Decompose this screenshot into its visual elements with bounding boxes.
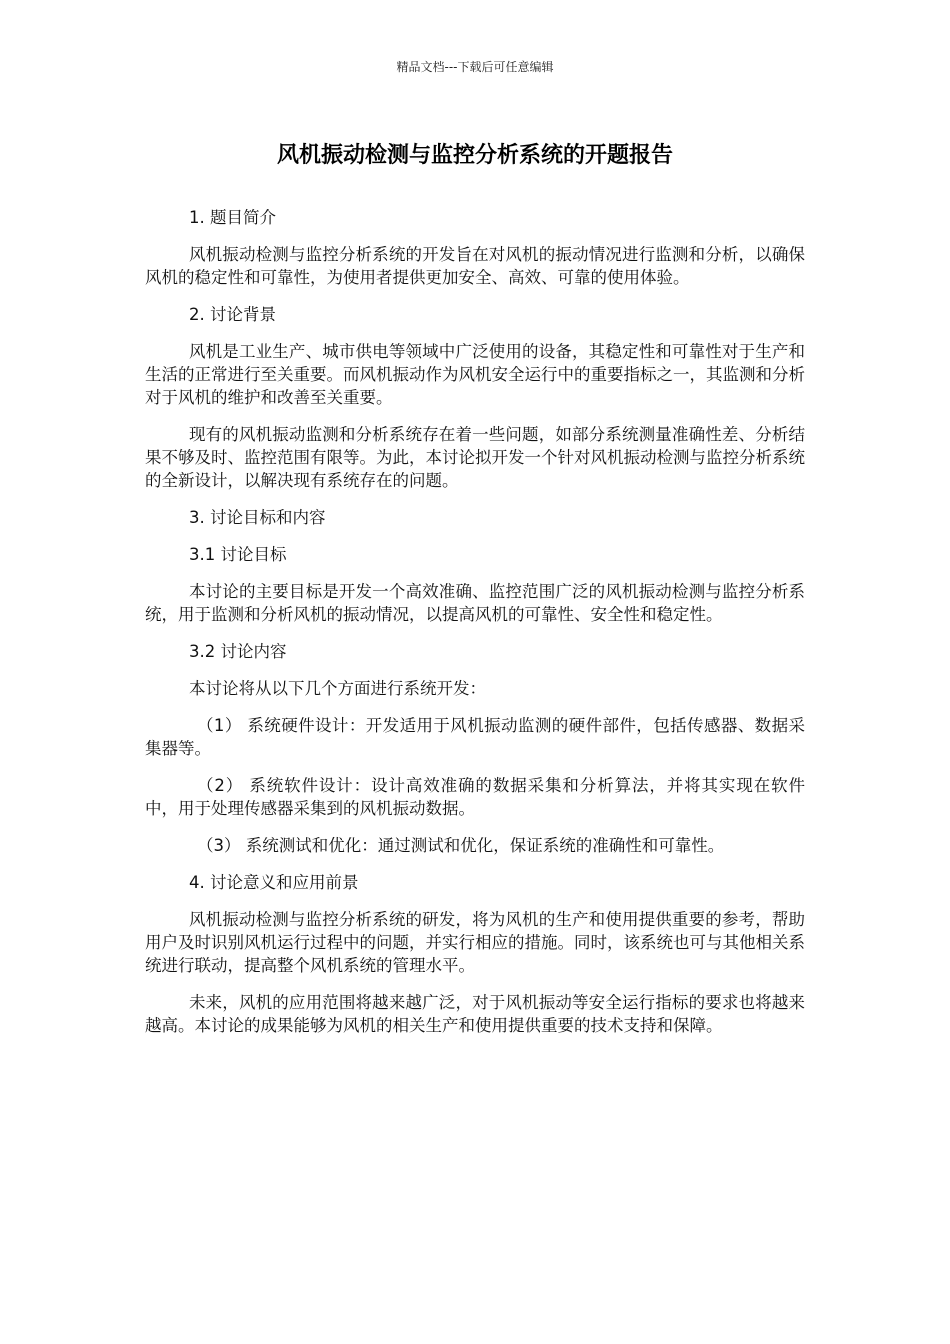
paragraph-significance-1: 风机振动检测与监控分析系统的研发，将为风机的生产和使用提供重要的参考，帮助用户及时识别风机运行过程中的问题，并实行相应的措施。同时，该系统也可与其他相关系统进行联动，提高整个风机系统的管理水平。: [145, 910, 805, 975]
list-item-testing: （3） 系统测试和优化：通过测试和优化，保证系统的准确性和可靠性。: [197, 836, 725, 855]
subsection-heading-3-2: 3.2 讨论内容: [189, 642, 287, 661]
paragraph-goal: 本讨论的主要目标是开发一个高效准确、监控范围广泛的风机振动检测与监控分析系统，用于监测和分析风机的振动情况，以提高风机的可靠性、安全性和稳定性。: [145, 582, 805, 624]
list-item-software: （2） 系统软件设计：设计高效准确的数据采集和分析算法，并将其实现在软件中，用于处理传感器采集到的风机振动数据。: [145, 776, 805, 818]
paragraph-background-2: 现有的风机振动监测和分析系统存在着一些问题，如部分系统测量准确性差、分析结果不够及时、监控范围有限等。为此，本讨论拟开发一个针对风机振动检测与监控分析系统的全新设计，以解决现有系统存在的问题。: [145, 425, 805, 490]
subsection-heading-3-1: 3.1 讨论目标: [189, 545, 287, 564]
document-title: 风机振动检测与监控分析系统的开题报告: [276, 143, 673, 168]
header-note: 精品文档---下载后可任意编辑: [396, 60, 554, 74]
section-heading-3: 3. 讨论目标和内容: [189, 508, 326, 527]
section-heading-1: 1. 题目简介: [189, 208, 276, 227]
section-heading-2: 2. 讨论背景: [189, 305, 276, 324]
list-item-hardware: （1） 系统硬件设计：开发适用于风机振动监测的硬件部件，包括传感器、数据采集器等。: [145, 716, 805, 758]
paragraph-background-1: 风机是工业生产、城市供电等领域中广泛使用的设备，其稳定性和可靠性对于生产和生活的正常进行至关重要。而风机振动作为风机安全运行中的重要指标之一，其监测和分析对于风机的维护和改善至关重要。: [145, 342, 805, 407]
paragraph-significance-2: 未来，风机的应用范围将越来越广泛，对于风机振动等安全运行指标的要求也将越来越高。本讨论的成果能够为风机的相关生产和使用提供重要的技术支持和保障。: [145, 993, 805, 1035]
paragraph-content-intro: 本讨论将从以下几个方面进行系统开发：: [189, 679, 486, 698]
document-body: [145, 206, 805, 1051]
paragraph-intro: 风机振动检测与监控分析系统的开发旨在对风机的振动情况进行监测和分析，以确保风机的稳定性和可靠性，为使用者提供更加安全、高效、可靠的使用体验。: [145, 245, 805, 287]
section-heading-4: 4. 讨论意义和应用前景: [189, 873, 359, 892]
